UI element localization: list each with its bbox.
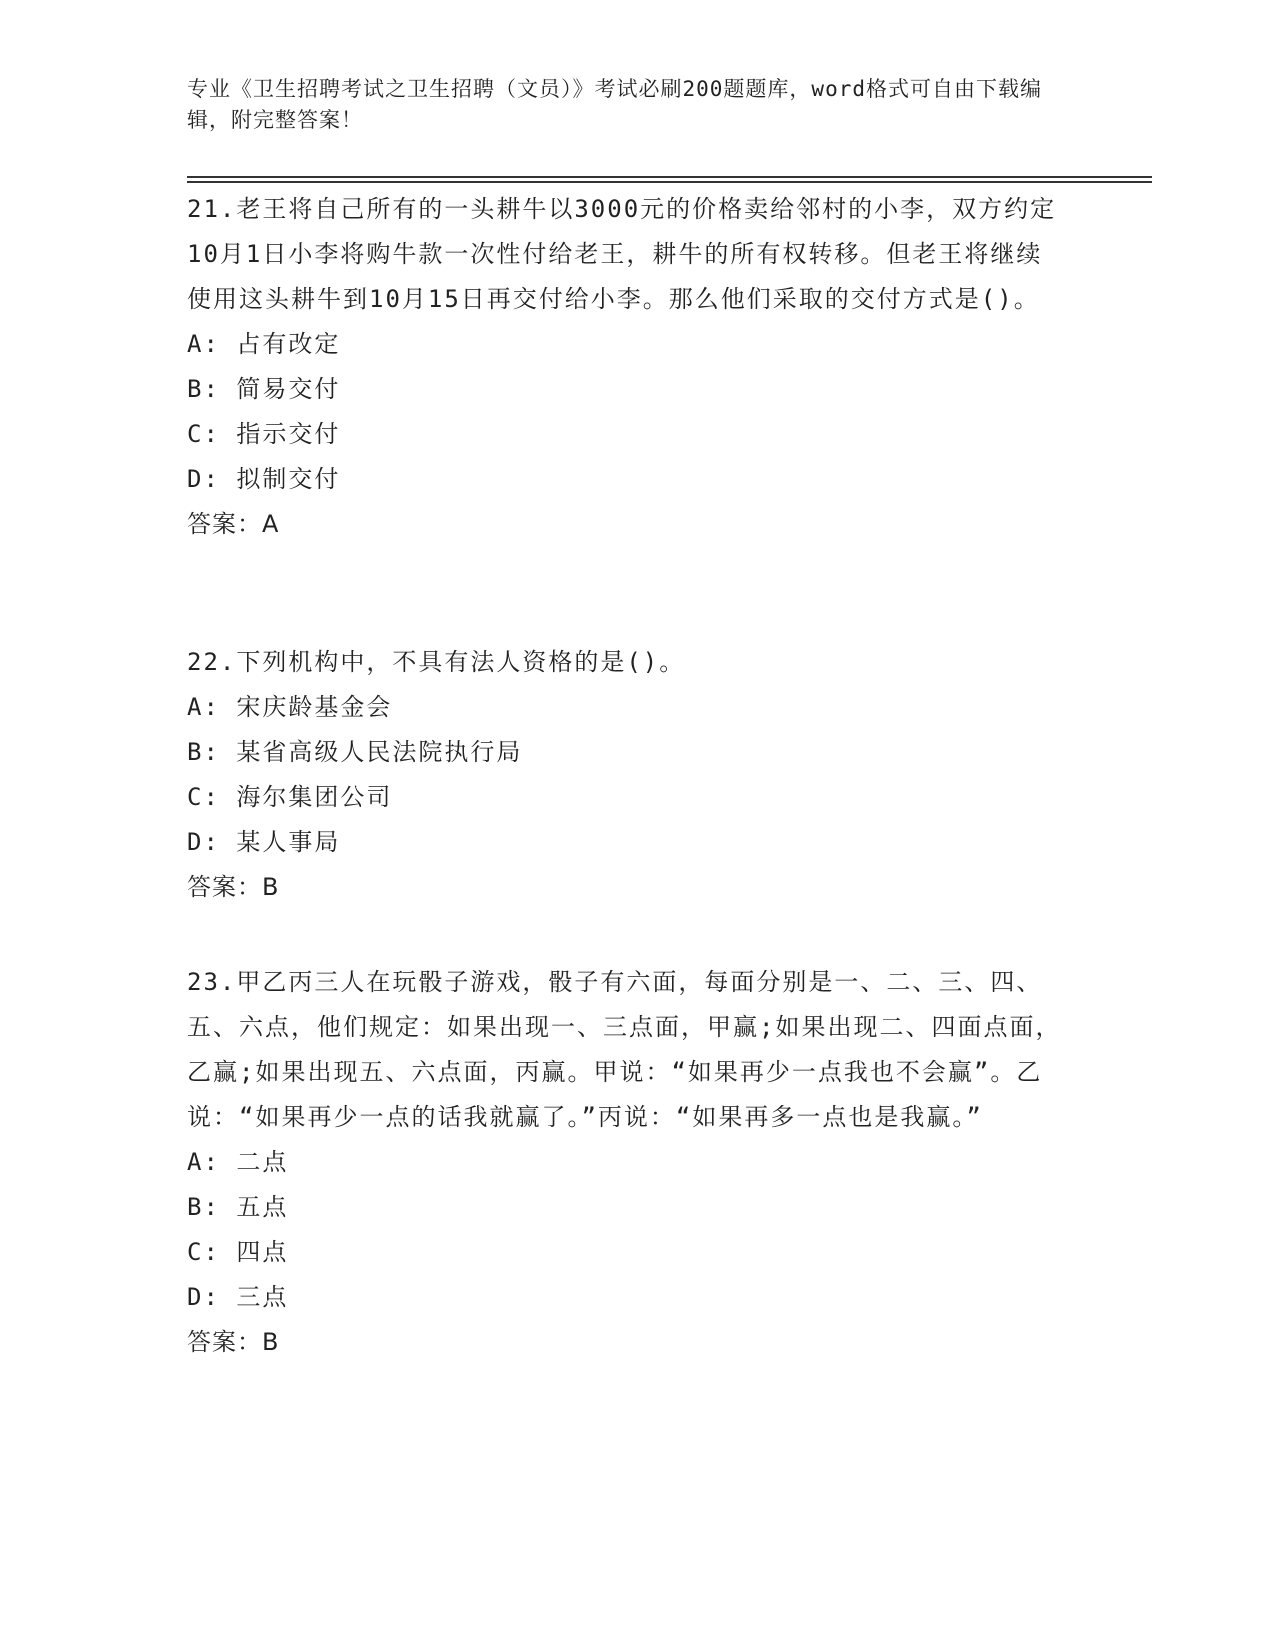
option-c: C: 指示交付	[187, 420, 341, 448]
option-b: B: 五点	[187, 1193, 289, 1221]
header-divider-bottom	[187, 181, 1152, 183]
option-c: C: 海尔集团公司	[187, 783, 393, 811]
question-23	[187, 960, 1067, 1365]
option-d: D: 某人事局	[187, 828, 341, 856]
option-c: C: 四点	[187, 1238, 289, 1266]
option-b: B: 简易交付	[187, 375, 341, 403]
question-22	[187, 640, 1067, 910]
header-divider-top	[187, 176, 1152, 178]
answer: 答案：A	[187, 510, 280, 538]
answer: 答案：B	[187, 1328, 280, 1356]
question-21	[187, 187, 1067, 547]
option-b: B: 某省高级人民法院执行局	[187, 738, 523, 766]
option-a: A: 占有改定	[187, 330, 341, 358]
option-d: D: 三点	[187, 1283, 289, 1311]
question-stem: 23.甲乙丙三人在玩骰子游戏，骰子有六面，每面分别是一、二、三、四、五、六点，他们规定：如果出现一、三点面，甲赢;如果出现二、四面点面，乙赢;如果出现五、六点面，丙赢。甲说：“如果再少一点我也不会赢”。乙说：“如果再少一点的话我就赢了。”丙说：“如果再多一点也是我赢。”	[187, 968, 1062, 1131]
option-d: D: 拟制交付	[187, 465, 341, 493]
option-a: A: 宋庆龄基金会	[187, 693, 393, 721]
answer: 答案：B	[187, 873, 280, 901]
document-intro: 专业《卫生招聘考试之卫生招聘（文员）》考试必刷200题题库，word格式可自由下载编辑，附完整答案！	[187, 77, 1042, 132]
option-a: A: 二点	[187, 1148, 289, 1176]
question-stem: 21.老王将自己所有的一头耕牛以3000元的价格卖给邻村的小李，双方约定10月1日小李将购牛款一次性付给老王，耕牛的所有权转移。但老王将继续使用这头耕牛到10月15日再交付给小李。那么他们采取的交付方式是()。	[187, 195, 1057, 313]
question-stem: 22.下列机构中，不具有法人资格的是()。	[187, 648, 686, 676]
